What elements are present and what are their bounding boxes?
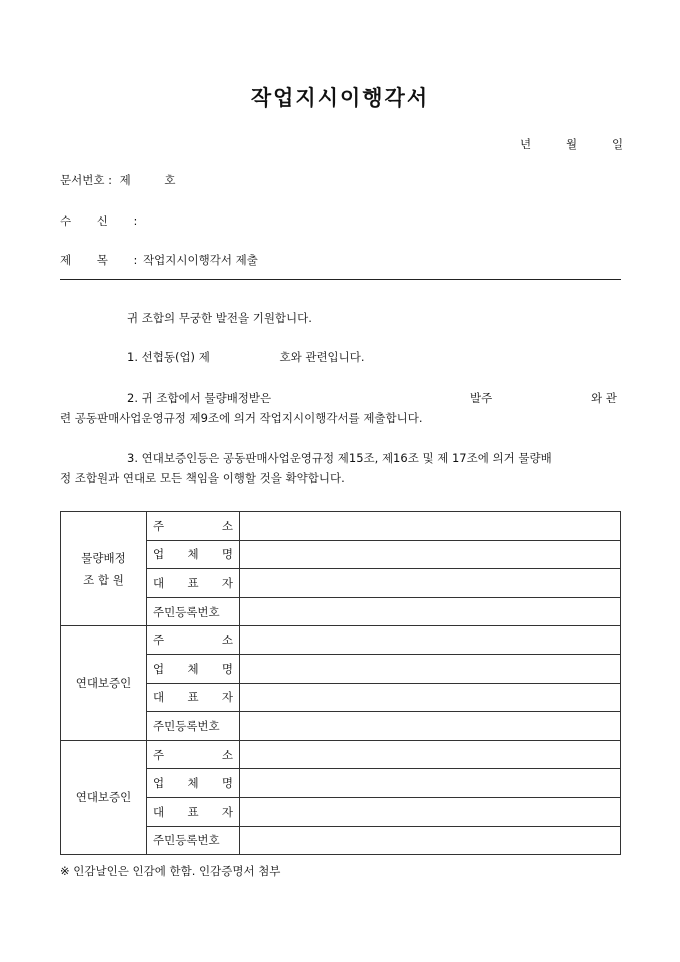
date-year-label: 년 [520, 137, 532, 151]
header-divider [60, 279, 621, 280]
item3-line1: 3. 연대보증인등은 공동판매사업운영규정 제15조, 제16조 및 제 17조에 의거 물량배 [127, 451, 552, 465]
resident-number-label: 주민등록번호 [147, 826, 240, 855]
representative-label: 대 표 자 [147, 797, 240, 826]
address-label: 주 소 [147, 512, 240, 541]
doc-number-row [60, 172, 176, 188]
representative-value[interactable] [240, 797, 621, 826]
resident-number-value[interactable] [240, 597, 621, 626]
address-label: 주 소 [147, 740, 240, 769]
item2-suffix: 와 관 [591, 391, 617, 405]
company-label: 업 체 명 [147, 540, 240, 569]
address-label: 주 소 [147, 626, 240, 655]
guarantor-table [60, 511, 621, 855]
recipient-label: 수 신 : [60, 214, 138, 228]
representative-label: 대 표 자 [147, 683, 240, 712]
doc-number-suffix: 호 [164, 173, 176, 187]
date-day-label: 일 [612, 137, 624, 151]
group-name-line1: 물량배정 [81, 550, 126, 565]
group-cell-guarantor-2 [61, 740, 147, 854]
doc-number-prefix: 제 [119, 173, 131, 187]
date-line [0, 136, 680, 152]
doc-number-label: 문서번호 : [60, 173, 112, 187]
document-title: 작업지시이행각서 [250, 85, 430, 110]
company-value[interactable] [240, 540, 621, 569]
item2-middle: 발주 [470, 391, 493, 405]
resident-number-label: 주민등록번호 [147, 597, 240, 626]
item3-line2: 정 조합원과 연대로 모든 책임을 이행할 것을 확약합니다. [60, 471, 345, 485]
recipient-row [60, 213, 138, 229]
group-cell-guarantor-1 [61, 626, 147, 740]
subject-label: 제 목 : [60, 253, 138, 267]
subject-value: 작업지시이행각서 제출 [143, 253, 258, 267]
representative-value[interactable] [240, 683, 621, 712]
item2-paragraph [60, 388, 622, 428]
resident-number-label: 주민등록번호 [147, 712, 240, 741]
resident-number-value[interactable] [240, 826, 621, 855]
group-cell-assigned-member [61, 512, 147, 626]
greeting-text: 귀 조합의 무궁한 발전을 기원합니다. [127, 311, 312, 325]
item2-line2: 련 공동판매사업운영규정 제9조에 의거 작업지시이행각서를 제출합니다. [60, 411, 423, 425]
company-value[interactable] [240, 654, 621, 683]
group-name-line1: 연대보증인 [75, 676, 132, 691]
address-value[interactable] [240, 740, 621, 769]
group-name-line1: 연대보증인 [75, 790, 132, 805]
resident-number-value[interactable] [240, 712, 621, 741]
item3-paragraph [60, 448, 622, 488]
group-name-line2: 조 합 원 [83, 572, 124, 587]
company-label: 업 체 명 [147, 769, 240, 798]
table-row [61, 512, 621, 541]
seal-note: ※ 인감날인은 인감에 한함. 인감증명서 첨부 [60, 864, 281, 878]
address-value[interactable] [240, 626, 621, 655]
company-value[interactable] [240, 769, 621, 798]
item1-prefix: 1. 선협동(업) 제 [127, 350, 210, 364]
date-month-label: 월 [566, 137, 578, 151]
item2-prefix: 2. 귀 조합에서 물량배정받은 [127, 391, 272, 405]
item1-suffix: 호와 관련입니다. [279, 350, 365, 364]
table-row [61, 740, 621, 769]
subject-row [60, 252, 258, 268]
company-label: 업 체 명 [147, 654, 240, 683]
representative-label: 대 표 자 [147, 569, 240, 598]
address-value[interactable] [240, 512, 621, 541]
table-row [61, 626, 621, 655]
representative-value[interactable] [240, 569, 621, 598]
item1-row [127, 349, 365, 365]
